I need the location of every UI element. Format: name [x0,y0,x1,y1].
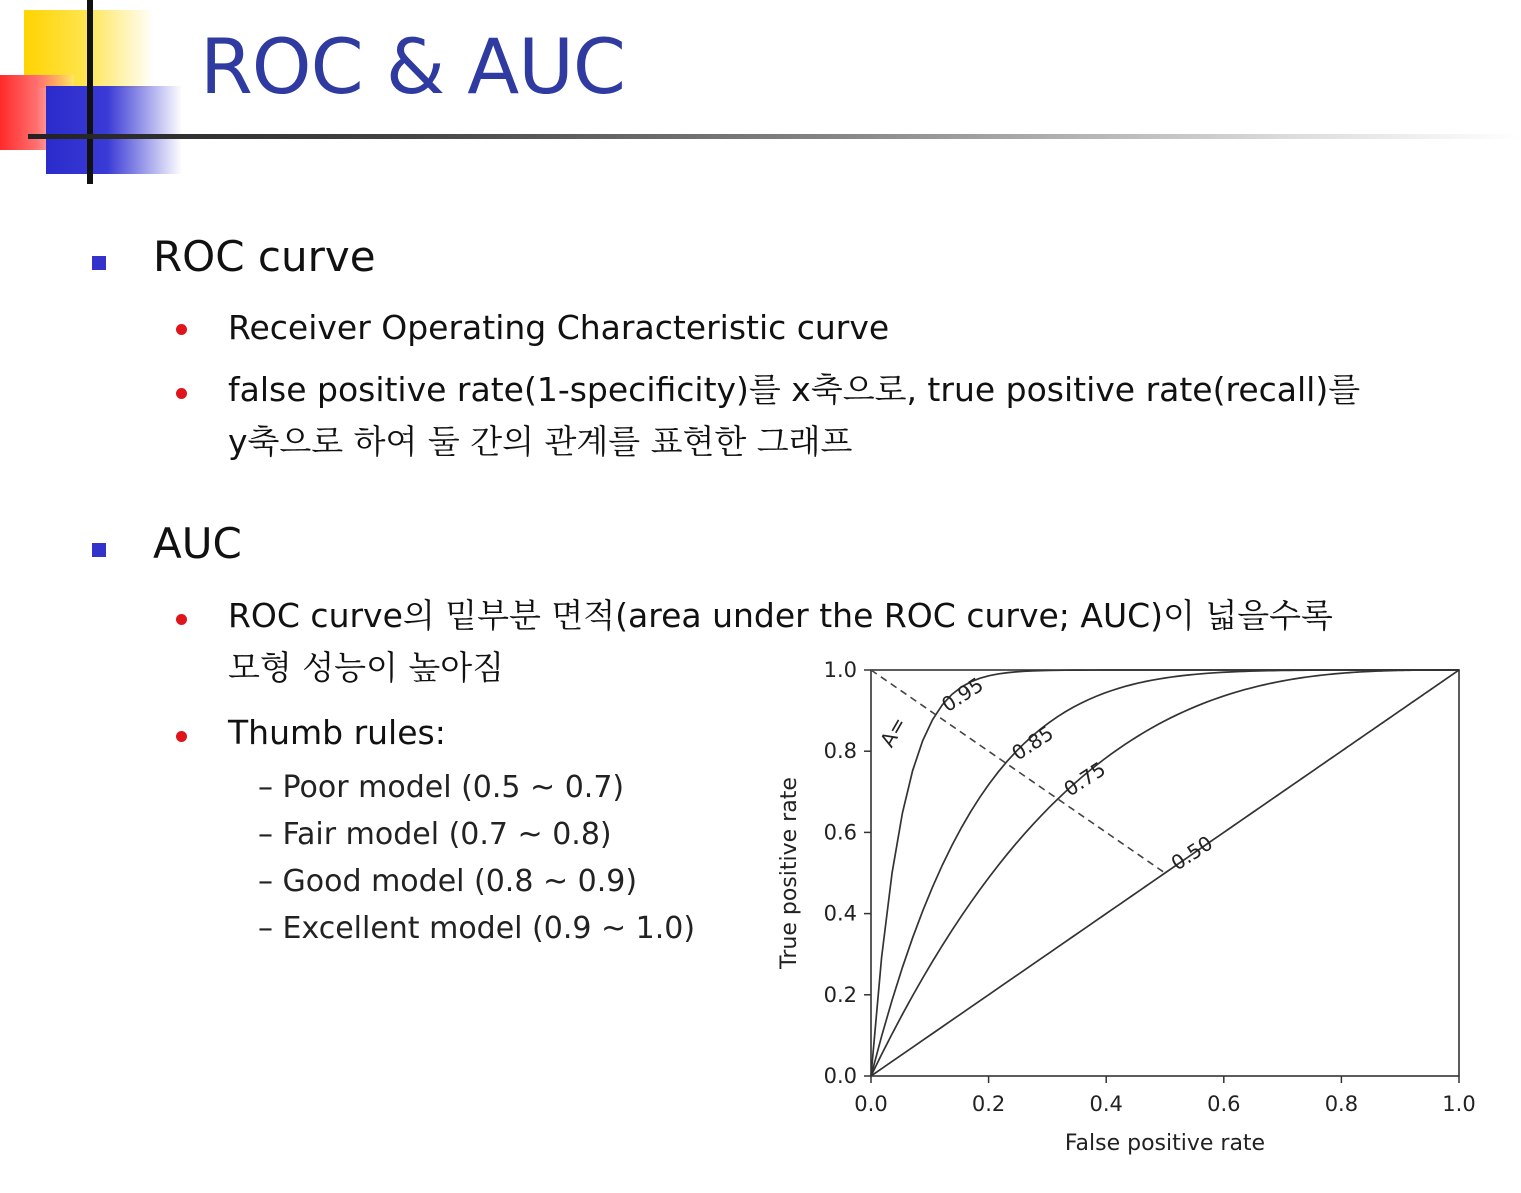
rule-excellent: – Excellent model (0.9 ~ 1.0) [258,911,696,946]
slide-title: ROC & AUC [200,22,625,111]
y-tick-label: 0.2 [823,982,857,1007]
roc-curve-0-50 [871,670,1459,1076]
x-tick-label: 0.6 [1207,1092,1241,1116]
rule-good: – Good model (0.8 ~ 0.9) [258,864,638,899]
rule-poor: – Poor model (0.5 ~ 0.7) [258,770,625,805]
roc-chart [760,640,1500,1170]
x-axis-label: False positive rate [1064,1131,1266,1156]
x-tick-label: 0.4 [1089,1092,1123,1116]
x-tick-label: 0.2 [971,1092,1006,1116]
curve-label-0-95: 0.95 [937,672,988,717]
auc-definition-line2: 모형 성능이 높아짐 [228,648,505,687]
item-bullet [176,324,187,335]
section-heading-auc: AUC [153,519,242,568]
curve-label-0-75: 0.75 [1059,756,1110,802]
decor-blue-square [46,86,182,174]
section-heading-roc: ROC curve [153,232,376,281]
y-tick-label: 0.4 [823,901,857,926]
section-bullet [92,256,106,270]
curve-label-0-85: 0.85 [1007,720,1058,766]
x-tick-label: 0.8 [1324,1092,1359,1116]
curve-label-0-50: 0.50 [1166,830,1218,876]
decor-title-underline [28,134,1521,139]
x-tick-label: 1.0 [1442,1092,1476,1116]
y-tick-label: 1.0 [823,658,857,682]
item-bullet [176,731,187,742]
roc-axes-line2: y축으로 하여 둘 간의 관계를 표현한 그래프 [228,422,853,461]
y-axis-label: True positive rate [777,777,802,969]
section-bullet [92,543,106,557]
y-tick-label: 0.6 [823,820,857,845]
curve-prefix-label: A= [875,712,912,752]
roc-definition: Receiver Operating Characteristic curve [228,308,890,347]
item-bullet [176,614,187,625]
x-tick-label: 0.0 [854,1092,888,1116]
y-tick-label: 0.8 [823,739,857,764]
decor-vertical-line [87,0,93,184]
roc-axes-line1: false positive rate(1-specificity)를 x축으로, true positive rate(recall)를 [228,370,1361,409]
thumb-rules-label: Thumb rules: [228,713,446,752]
item-bullet [176,388,187,399]
rule-fair: – Fair model (0.7 ~ 0.8) [258,817,612,852]
y-tick-label: 0.0 [823,1064,857,1088]
auc-definition-line1: ROC curve의 밑부분 면적(area under the ROC curve; AUC)이 넓을수록 [228,596,1333,635]
